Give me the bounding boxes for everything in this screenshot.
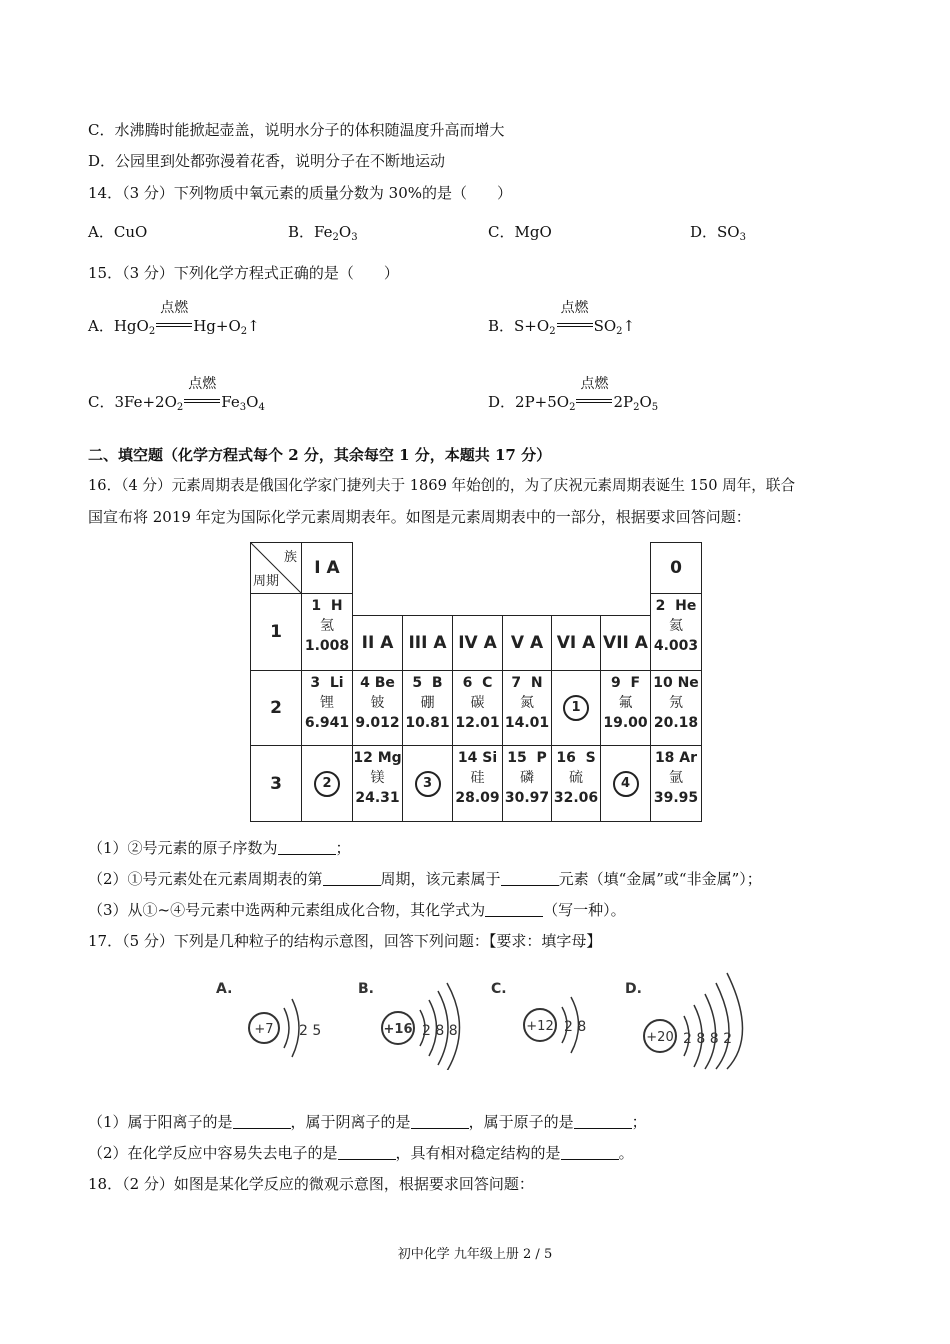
- marker-2: 2: [301, 745, 353, 822]
- q15-option-b: B．$S+O_2$ 点燃 $SO_2↑$: [488, 300, 636, 337]
- q17-part-1: （1）属于阳离子的是 ，属于阴离子的是 ，属于原子的是 ；: [88, 1113, 647, 1131]
- period-1: 1: [250, 593, 302, 671]
- group-5a: V A: [502, 615, 552, 671]
- particle-c-shells: 2 8: [564, 1019, 587, 1035]
- reaction-condition: 点燃: [576, 392, 612, 412]
- corner-group-label: 族: [283, 550, 297, 565]
- question-18: 18．（2 分）如图是某化学反应的微观示意图，根据要求回答问题：: [88, 1175, 534, 1193]
- element-ne: 10 Ne 氖 20.18: [650, 670, 702, 746]
- section-2-heading: 二、填空题（化学方程式每个 2 分，其余每空 1 分，本题共 17 分）: [88, 446, 552, 464]
- element-ar: 18 Ar 氩 39.95: [650, 745, 702, 822]
- q16-part-2: （2）①号元素处在元素周期表的第 周期，该元素属于 元素（填“金属”或“非金属”）；: [88, 870, 762, 888]
- particle-a-nucleus: +7: [254, 1022, 274, 1037]
- marker-1: 1: [551, 670, 601, 746]
- group-1a: I A: [301, 542, 353, 594]
- element-n: 7 N 氮 14.01: [502, 670, 552, 746]
- periodic-table: [250, 542, 702, 822]
- reaction-condition: 点燃: [156, 316, 192, 336]
- question-17: 17．（5 分）下列是几种粒子的结构示意图，回答下列问题：【要求：填字母】: [88, 932, 602, 950]
- element-s: 16 S 硫 32.06: [551, 745, 601, 822]
- question-16-line-1: 16．（4 分）元素周期表是俄国化学家门捷列夫于 1869 年始创的，为了庆祝元素周期表诞生 150 周年，联合: [88, 477, 796, 494]
- particle-d-shells: 2 8 8 2: [683, 1031, 732, 1047]
- group-3a: III A: [402, 615, 453, 671]
- q14-option-c: C．MgO: [488, 223, 552, 241]
- option-d-text: D．公园里到处都弥漫着花香，说明分子在不断地运动: [88, 152, 446, 170]
- particle-d-label: D.: [625, 981, 642, 997]
- q15-option-c: C．$3Fe+2O_2$ 点燃 $Fe_3O_4$: [88, 376, 265, 413]
- reaction-condition: 点燃: [557, 316, 593, 336]
- particle-c-nucleus: +12: [526, 1019, 554, 1034]
- answer-blank[interactable]: [501, 871, 559, 886]
- element-f: 9 F 氟 19.00: [600, 670, 651, 746]
- element-h: 1 H 氢 1.008: [301, 593, 353, 671]
- question-14: 14．（3 分）下列物质中氧元素的质量分数为 30%的是（ ）: [88, 184, 513, 202]
- q17-part-2: （2）在化学反应中容易失去电子的是 ，具有相对稳定结构的是 。: [88, 1144, 634, 1162]
- particle-diagrams: [200, 965, 760, 1070]
- question-15: 15．（3 分）下列化学方程式正确的是（ ）: [88, 264, 399, 282]
- table-corner: [250, 542, 302, 594]
- element-b: 5 B 硼 10.81: [402, 670, 453, 746]
- reaction-condition: 点燃: [184, 392, 220, 412]
- q14-option-b: B．$Fe_2O_3$: [288, 223, 358, 243]
- q15-option-a: A．HgO$_2$ 点燃 $Hg+O_2↑$: [88, 300, 260, 337]
- q16-part-3: （3）从①~④号元素中选两种元素组成化合物，其化学式为 （写一种）。: [88, 901, 626, 919]
- answer-blank[interactable]: [574, 1114, 632, 1129]
- particle-d: [625, 973, 743, 1069]
- particle-d-nucleus: +20: [646, 1030, 674, 1045]
- q15-option-d: D．$2P+5O_2$ 点燃 $2P_2O_5$: [488, 376, 659, 413]
- answer-blank[interactable]: [278, 840, 336, 855]
- group-7a: VII A: [600, 615, 651, 671]
- group-2a: II A: [352, 615, 403, 671]
- answer-blank[interactable]: [485, 902, 543, 917]
- element-he: 2 He 氦 4.003: [650, 593, 702, 671]
- particle-a: [216, 981, 321, 1065]
- group-0: 0: [650, 542, 702, 594]
- particle-b-nucleus: +16: [383, 1022, 413, 1037]
- particle-b: [358, 981, 460, 1070]
- answer-blank[interactable]: [338, 1145, 396, 1160]
- element-p: 15 P 磷 30.97: [502, 745, 552, 822]
- q14-option-a: A．CuO: [88, 223, 148, 241]
- marker-4: 4: [600, 745, 651, 822]
- period-2: 2: [250, 670, 302, 746]
- answer-blank[interactable]: [561, 1145, 619, 1160]
- element-li: 3 Li 锂 6.941: [301, 670, 353, 746]
- particle-c: [491, 981, 586, 1053]
- particle-b-label: B.: [358, 981, 374, 997]
- group-6a: VI A: [551, 615, 601, 671]
- element-c: 6 C 碳 12.01: [452, 670, 503, 746]
- page-footer: 初中化学 九年级上册 2 / 5: [397, 1247, 553, 1262]
- particle-c-label: C.: [491, 981, 507, 997]
- answer-blank[interactable]: [411, 1114, 469, 1129]
- q14-option-d: D．$SO_3$: [690, 223, 746, 243]
- answer-blank[interactable]: [233, 1114, 291, 1129]
- group-4a: IV A: [452, 615, 503, 671]
- corner-period-label: 周期: [253, 574, 280, 589]
- period-3: 3: [250, 745, 302, 822]
- q16-part-1: （1）②号元素的原子序数为 ；: [88, 839, 351, 857]
- question-16-line-2: 国宣布将 2019 年定为国际化学元素周期表年。如图是元素周期表中的一部分，根据要求回答问题：: [88, 508, 751, 526]
- answer-blank[interactable]: [323, 871, 381, 886]
- particle-b-shells: 2 8 8: [422, 1023, 458, 1039]
- particle-a-label: A.: [216, 981, 233, 997]
- particle-a-shells: 2 5: [299, 1023, 322, 1039]
- element-mg: 12 Mg 镁 24.31: [352, 745, 403, 822]
- element-be: 4 Be 铍 9.012: [352, 670, 403, 746]
- option-c-text: C．水沸腾时能掀起壶盖，说明水分子的体积随温度升高而增大: [88, 121, 505, 139]
- marker-3: 3: [402, 745, 453, 822]
- element-si: 14 Si 硅 28.09: [452, 745, 503, 822]
